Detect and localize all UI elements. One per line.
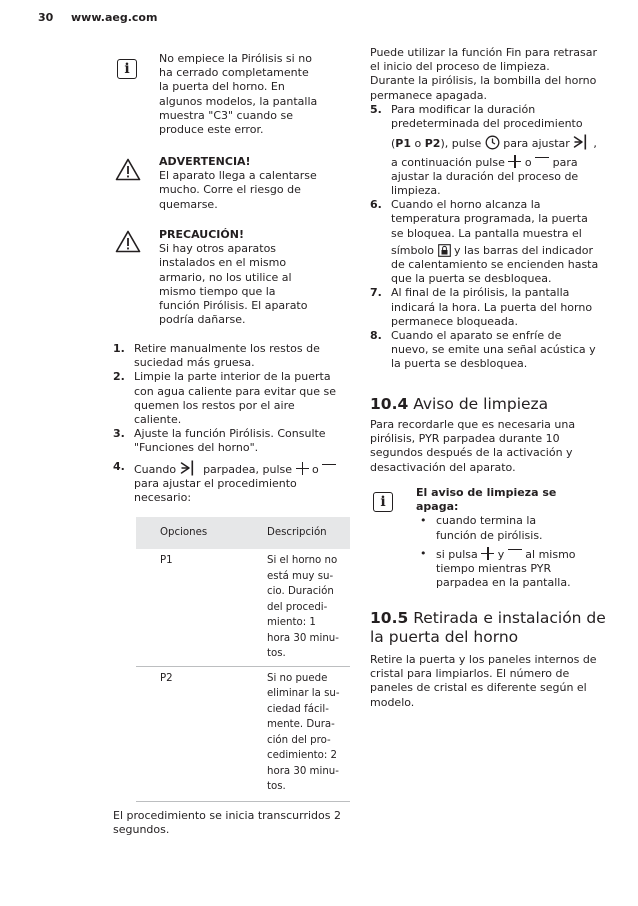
clock-icon (485, 135, 500, 150)
desc-line: tos. (267, 648, 286, 659)
warning-line: mucho. Corre el riesgo de (159, 183, 301, 197)
step-text: o (411, 137, 425, 151)
step-line: para ajustar el procedimiento (134, 476, 297, 490)
info-note-line: No empiece la Pirólisis si no (159, 52, 312, 65)
end-time-arrow-icon (180, 460, 200, 476)
body-line: cristal para limpiarlos. El número de (370, 667, 570, 681)
step-line: limpieza. (391, 184, 441, 198)
step-text: para ajustar (503, 137, 570, 151)
step-line: Limpie la parte interior de la puerta (134, 370, 331, 384)
step-text: ( (391, 137, 396, 151)
section-number: 10.5 (370, 609, 409, 627)
step-number: 4. (113, 459, 125, 473)
section-title: la puerta del horno (370, 628, 519, 646)
bullet-line: función de pirólisis. (436, 528, 543, 542)
step-text: , (593, 137, 597, 151)
plus-icon (296, 462, 309, 475)
steps-list (113, 342, 353, 505)
step-number: 7. (370, 286, 382, 300)
caution-note (159, 228, 359, 327)
minus-icon (535, 155, 549, 168)
desc-line: del procedi- (267, 601, 328, 613)
table-cell-description (267, 666, 350, 799)
caution-line: armario, no los utilice al (159, 270, 292, 284)
page-number: 30 (38, 11, 54, 24)
info-note-line: produce este error. (159, 123, 264, 137)
steps-5-8 (370, 103, 610, 372)
step-text: Cuando (134, 462, 177, 476)
program-p2: P2 (424, 137, 441, 151)
desc-line: mente. Dura- (267, 719, 335, 730)
desc-line: tos. (267, 781, 286, 792)
table-row (136, 549, 350, 666)
program-p1: P1 (395, 137, 412, 151)
desc-line: miento: 1 (267, 617, 316, 628)
table-cell-option: P1 (136, 549, 267, 666)
body-line: pirólisis, PYR parpadea durante 10 (370, 432, 560, 446)
step-number: 6. (370, 198, 382, 212)
section-title: Aviso de limpieza (413, 395, 549, 413)
info-icon: i (372, 491, 394, 513)
list-item (113, 427, 353, 455)
step-line: Cuando el horno alcanza la (391, 198, 541, 212)
caution-line: podría dañarse. (159, 313, 246, 327)
table-bottom-rule (136, 801, 350, 802)
info-note-line: algunos modelos, la pantalla (159, 94, 318, 108)
list-item (113, 342, 353, 370)
caution-line: Si hay otros aparatos (159, 242, 277, 256)
section-10-4-body (370, 418, 615, 475)
section-heading-10-4 (370, 395, 620, 414)
step-line: ajustar la duración del proceso de (391, 169, 579, 183)
desc-line: está muy su- (267, 570, 334, 582)
plus-icon (508, 155, 521, 168)
bullet-line: • cuando termina la (436, 514, 537, 528)
section-10-5-body (370, 653, 620, 710)
warning-note (159, 155, 359, 212)
closing-line: El procedimiento se inicia transcurridos 2 (113, 809, 341, 822)
step-line: permanece bloqueada. (391, 314, 519, 328)
step-line: caliente. (134, 413, 182, 427)
warning-triangle-icon (115, 158, 141, 185)
table-row (136, 666, 350, 799)
desc-line: ciedad fácil- (267, 703, 329, 715)
section-number: 10.4 (370, 395, 409, 413)
caution-triangle-icon (115, 230, 141, 257)
step-line: Al final de la pirólisis, la pantalla (391, 286, 570, 300)
list-item (113, 370, 353, 427)
step-line: con agua caliente para evitar que se (134, 384, 337, 398)
step-line: indicará la hora. La puerta del horno (391, 300, 593, 314)
minus-icon (508, 547, 522, 560)
body-line: Para recordarle que es necesaria una (370, 418, 576, 431)
table-header-options: Opciones (136, 517, 267, 549)
step-number: 1. (113, 342, 125, 355)
note-title: El aviso de limpieza se (416, 486, 557, 499)
body-line: modelo. (370, 695, 415, 709)
body-line: segundos después de la activación y (370, 446, 573, 460)
caution-line: función Pirólisis. El aparato (159, 299, 308, 313)
bullet-line: tiempo mientras PYR (436, 562, 552, 576)
table-cell-description (267, 549, 350, 666)
step-number: 5. (370, 103, 382, 116)
caution-line: instalados en el mismo (159, 256, 287, 270)
step-line: temperatura programada, la puerta (391, 212, 588, 226)
note-title: apaga: (416, 500, 459, 514)
bullet-text: y (497, 547, 505, 561)
desc-line: ción del pro- (267, 734, 331, 746)
step-text: y las barras del indicador (454, 243, 593, 257)
info-note-line: muestra "C3" cuando se (159, 108, 293, 122)
options-table-wrapper (136, 517, 350, 802)
info-icon: i (116, 58, 138, 80)
closing-text (113, 809, 358, 837)
cleaning-reminder-note (416, 486, 616, 590)
list-item (370, 286, 610, 329)
bullet-line: parpadea en la pantalla. (436, 576, 571, 590)
table-cell-option: P2 (160, 672, 173, 684)
intro-text (370, 46, 610, 103)
intro-line: Puede utilizar la función Fin para retrasar (370, 46, 597, 59)
list-item (370, 198, 610, 286)
plus-icon (481, 547, 494, 560)
step-line: que la puerta se desbloquea. (391, 272, 552, 286)
step-line: de calentamiento se encienden hasta (391, 258, 599, 272)
body-line: Retire la puerta y los paneles internos de (370, 653, 597, 666)
desc-line: cedimiento: 2 (267, 750, 338, 761)
intro-line: permanece apagada. (370, 88, 487, 102)
end-time-arrow-icon (573, 134, 593, 150)
step-line: Cuando el aparato se enfríe de (391, 329, 562, 343)
warning-line: quemarse. (159, 197, 218, 211)
step-line: quemen los restos por el aire (134, 398, 295, 412)
list-item (113, 460, 353, 506)
table-header-description: Descripción (267, 517, 350, 549)
bullet-text: si pulsa (436, 547, 478, 561)
list-item (370, 329, 610, 372)
section-heading-10-5 (370, 609, 630, 647)
intro-line: Durante la pirólisis, la bombilla del horno (370, 74, 597, 88)
door-lock-icon (438, 244, 451, 257)
step-line: Para modificar la duración (391, 103, 536, 116)
step-line: "Funciones del horno". (134, 441, 259, 455)
step-number: 2. (113, 370, 125, 384)
warning-line: El aparato llega a calentarse (159, 169, 317, 183)
info-note-line: la puerta del horno. En (159, 80, 285, 94)
step-number: 8. (370, 329, 382, 343)
caution-line: mismo tiempo que la (159, 284, 276, 298)
step-line: la puerta se desbloquea. (391, 357, 528, 371)
step-text: símbolo (391, 243, 435, 257)
info-note (159, 52, 359, 137)
step-line: necesario: (134, 491, 192, 505)
desc-line: cio. Duración (267, 586, 334, 597)
step-line: nuevo, se emite una señal acústica y (391, 343, 596, 357)
closing-line: segundos. (113, 823, 170, 837)
desc-line: hora 30 minu- (267, 765, 339, 777)
step-text: o (312, 462, 319, 476)
step-text: parpadea, pulse (203, 462, 293, 476)
step-line: se bloquea. La pantalla muestra el (391, 226, 582, 240)
section-title: Retirada e instalación de (413, 609, 606, 627)
step-text: para (552, 155, 578, 169)
list-item (370, 103, 610, 198)
intro-line: el inicio del proceso de limpieza. (370, 60, 550, 74)
bullet-text: al mismo (525, 547, 576, 561)
body-line: desactivación del aparato. (370, 460, 516, 474)
desc-line: Si el horno no (267, 555, 338, 566)
info-note-line: ha cerrado completamente (159, 66, 309, 80)
step-text: ), pulse (440, 137, 482, 151)
warning-title: ADVERTENCIA! (159, 155, 251, 168)
step-number: 3. (113, 427, 125, 441)
desc-line: eliminar la su- (267, 688, 340, 699)
minus-icon (322, 462, 336, 475)
step-text: o (524, 155, 532, 169)
step-line: suciedad más gruesa. (134, 356, 255, 370)
list-item (416, 514, 616, 542)
step-line: predeterminada del procedimiento (391, 117, 583, 131)
desc-line: Si no puede (267, 672, 328, 684)
step-text: a continuación pulse (391, 155, 505, 169)
list-item (416, 547, 616, 591)
website-url: www.aeg.com (71, 11, 158, 24)
caution-title: PRECAUCIÓN! (159, 228, 244, 241)
step-line: Retire manualmente los restos de (134, 342, 320, 355)
options-table (136, 517, 350, 799)
body-line: paneles de cristal es diferente según el (370, 681, 587, 695)
desc-line: hora 30 minu- (267, 632, 339, 644)
step-line: Ajuste la función Pirólisis. Consulte (134, 427, 326, 441)
